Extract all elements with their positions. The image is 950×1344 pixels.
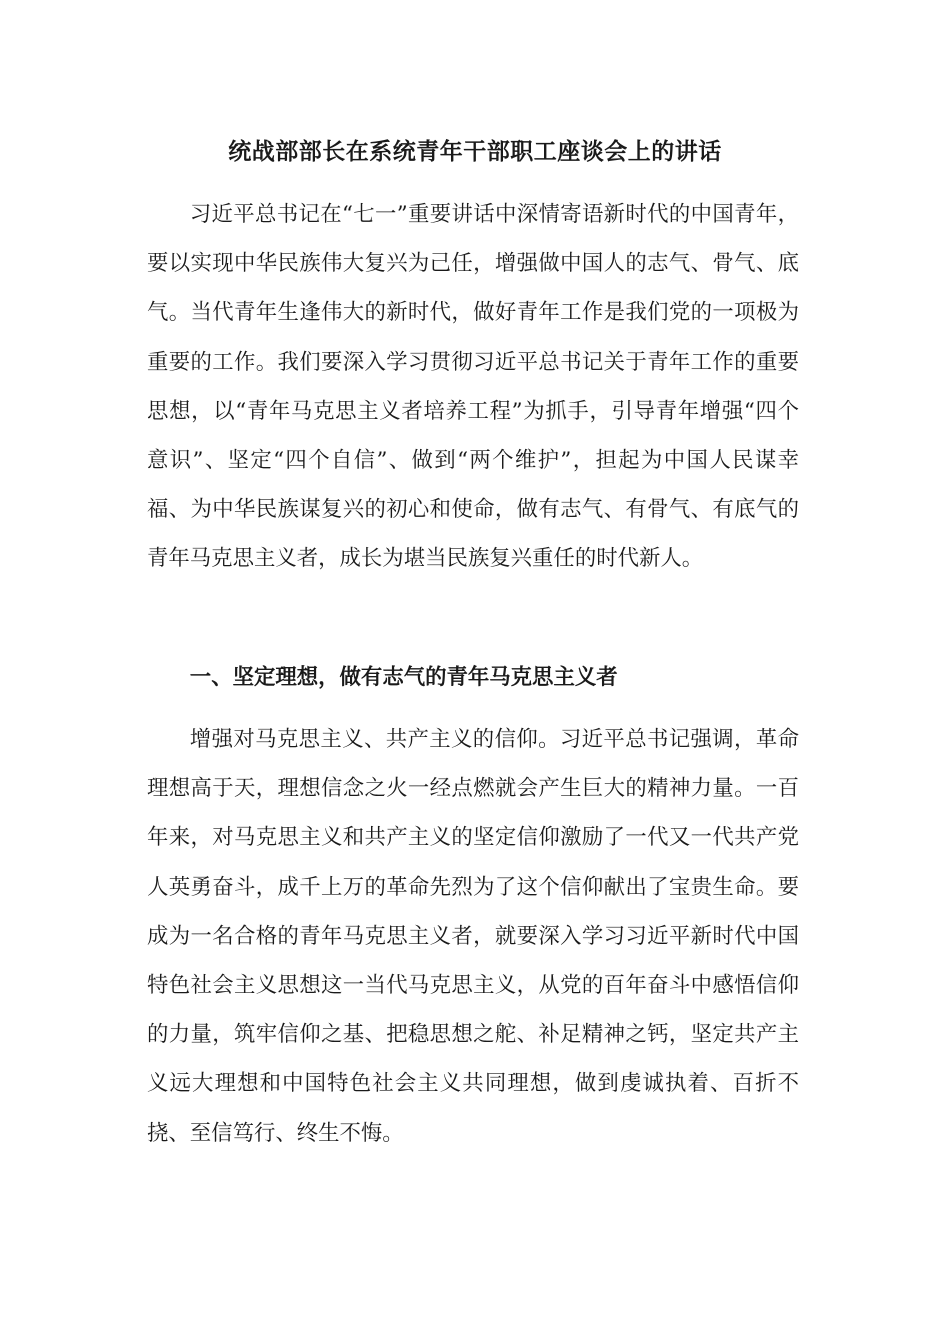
section-heading: 一、坚定理想，做有志气的青年马克思主义者 <box>189 665 618 690</box>
body-paragraph: 增强对马克思主义、共产主义的信仰。习近平总书记强调，革命理想高于天，理想信念之火一经点燃就会产生巨大的精神力量。一百年来，对马克思主义和共产主义的坚定信仰激励了一代又一代共产党人英勇奋斗，成千上万的革命先烈为了这个信仰献出了宝贵生命。要成为一名合格的青年马克思主义者，就要深入学习习近平新时代中国特色社会主义思想这一当代马克思主义，从党的百年奋斗中感悟信仰的力量，筑牢信仰之基、把稳思想之舵、补足精神之钙，坚定共产主义远大理想和中国特色社会主义共同理想，做到虔诚执着、百折不挠、至信笃行、终生不悔。 <box>147 727 799 1146</box>
intro-paragraph: 习近平总书记在“七一”重要讲话中深情寄语新时代的中国青年，要以实现中华民族伟大复兴为己任，增强做中国人的志气、骨气、底气。当代青年生逢伟大的新时代，做好青年工作是我们党的一项极为重要的工作。我们要深入学习贯彻习近平总书记关于青年工作的重要思想，以“青年马克思主义者培养工程”为抓手，引导青年增强“四个意识”、坚定“四个自信”、做到“两个维护”，担起为中国人民谋幸福、为中华民族谋复兴的初心和使命，做有志气、有骨气、有底气的青年马克思主义者，成长为堪当民族复兴重任的时代新人。 <box>147 202 799 572</box>
document-title: 统战部部长在系统青年干部职工座谈会上的讲话 <box>228 138 722 165</box>
